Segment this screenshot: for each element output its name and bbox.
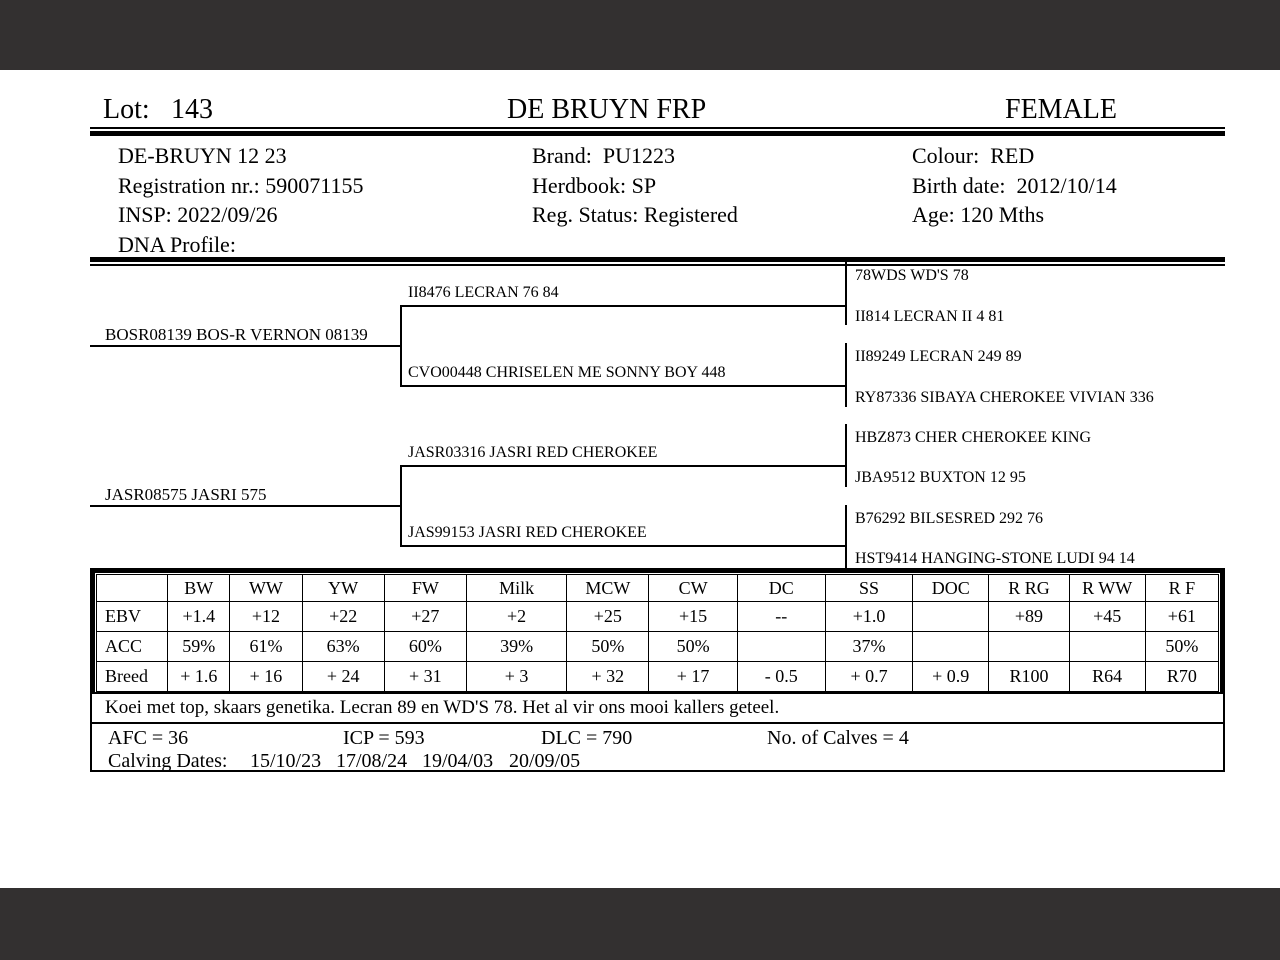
table-cell: + 17 bbox=[649, 662, 737, 692]
ebv-header-row bbox=[97, 575, 1219, 602]
table-cell: +1.4 bbox=[168, 602, 230, 632]
table-cell: +61 bbox=[1145, 602, 1218, 632]
age: Age: 120 Mths bbox=[912, 202, 1044, 228]
table-cell: 50% bbox=[1145, 632, 1218, 662]
table-cell bbox=[913, 602, 989, 632]
table-cell: + 31 bbox=[384, 662, 466, 692]
pedigree-dam-dam-dam: HST9414 HANGING-STONE LUDI 94 14 bbox=[855, 550, 1135, 567]
pedigree-line bbox=[400, 545, 847, 547]
info-column-2 bbox=[532, 141, 738, 230]
column-header: YW bbox=[302, 575, 384, 602]
row-label: EBV bbox=[97, 602, 168, 632]
table-cell: 37% bbox=[825, 632, 912, 662]
birth-date: Birth date: 2012/10/14 bbox=[912, 172, 1117, 198]
sex-label: FEMALE bbox=[1005, 94, 1117, 125]
table-cell bbox=[97, 575, 168, 602]
table-cell: +1.0 bbox=[825, 602, 912, 632]
column-header: DOC bbox=[913, 575, 989, 602]
pedigree-line bbox=[845, 424, 847, 487]
table-cell: R100 bbox=[989, 662, 1069, 692]
lot-label: Lot: bbox=[103, 94, 150, 125]
row-label: ACC bbox=[97, 632, 168, 662]
table-cell: R70 bbox=[1145, 662, 1218, 692]
pedigree-line bbox=[845, 505, 847, 568]
ebv-table bbox=[90, 568, 1225, 698]
dna-profile: DNA Profile: bbox=[118, 232, 236, 258]
pedigree-line bbox=[400, 465, 402, 547]
reg-status: Reg. Status: Registered bbox=[532, 202, 738, 228]
table-cell: + 16 bbox=[230, 662, 302, 692]
column-header: BW bbox=[168, 575, 230, 602]
icp-value: ICP = 593 bbox=[343, 727, 425, 749]
table-cell: + 0.9 bbox=[913, 662, 989, 692]
column-header: CW bbox=[649, 575, 737, 602]
table-cell: + 3 bbox=[466, 662, 566, 692]
pedigree-line bbox=[400, 385, 847, 387]
row-label: Breed bbox=[97, 662, 168, 692]
inspection-date: INSP: 2022/09/26 bbox=[118, 202, 278, 228]
pedigree-dam-sire: JASR03316 JASRI RED CHEROKEE bbox=[408, 444, 658, 461]
table-cell: 63% bbox=[302, 632, 384, 662]
calving-date: 20/09/05 bbox=[509, 750, 581, 772]
pedigree-sire-dam-sire: II89249 LECRAN 249 89 bbox=[855, 348, 1022, 365]
notes-box bbox=[90, 692, 1225, 772]
table-cell bbox=[1069, 632, 1145, 662]
table-cell: + 0.7 bbox=[825, 662, 912, 692]
calving-date: 15/10/23 bbox=[250, 750, 322, 772]
column-header: DC bbox=[737, 575, 825, 602]
info-column-3 bbox=[912, 141, 1117, 230]
column-header: Milk bbox=[466, 575, 566, 602]
table-cell: +25 bbox=[567, 602, 649, 632]
table-cell bbox=[989, 632, 1069, 662]
bottom-bar bbox=[0, 888, 1280, 960]
table-cell: + 32 bbox=[567, 662, 649, 692]
pedigree-sire-sire-dam: II814 LECRAN II 4 81 bbox=[855, 308, 1005, 325]
table-cell: - 0.5 bbox=[737, 662, 825, 692]
pedigree-line bbox=[845, 262, 847, 325]
column-header: R WW bbox=[1069, 575, 1145, 602]
pedigree-sire-dam: CVO00448 CHRISELEN ME SONNY BOY 448 bbox=[408, 364, 726, 381]
animal-name: DE-BRUYN 12 23 bbox=[118, 143, 287, 168]
table-cell: +12 bbox=[230, 602, 302, 632]
calves-count: No. of Calves = 4 bbox=[767, 727, 909, 749]
registration-number: Registration nr.: 590071155 bbox=[118, 172, 364, 198]
table-cell: +2 bbox=[466, 602, 566, 632]
acc-row bbox=[97, 632, 1219, 662]
table-cell: -- bbox=[737, 602, 825, 632]
calving-date: 17/08/24 bbox=[336, 750, 408, 772]
brand: Brand: PU1223 bbox=[532, 143, 675, 168]
table-cell: +15 bbox=[649, 602, 737, 632]
divider-line-thick bbox=[90, 257, 1225, 262]
column-header: R RG bbox=[989, 575, 1069, 602]
column-header: R F bbox=[1145, 575, 1218, 602]
page-title: DE BRUYN FRP bbox=[507, 94, 707, 125]
table-cell: +45 bbox=[1069, 602, 1145, 632]
table-cell: +22 bbox=[302, 602, 384, 632]
notes-text: Koei met top, skaars genetika. Lecran 89 en WD'S 78. Het al vir ons mooi kallers geteel. bbox=[92, 694, 1223, 724]
table-cell bbox=[737, 632, 825, 662]
table-cell: 59% bbox=[168, 632, 230, 662]
table-cell: 50% bbox=[649, 632, 737, 662]
pedigree-dam-sire-dam: JBA9512 BUXTON 12 95 bbox=[855, 469, 1026, 486]
calving-date: 19/04/03 bbox=[422, 750, 494, 772]
table-cell: +89 bbox=[989, 602, 1069, 632]
table-cell bbox=[913, 632, 989, 662]
table-cell: + 24 bbox=[302, 662, 384, 692]
table-cell: 50% bbox=[567, 632, 649, 662]
ebv-row bbox=[97, 602, 1219, 632]
pedigree-dam: JASR08575 JASRI 575 bbox=[105, 485, 267, 504]
divider-line-thick bbox=[90, 131, 1225, 136]
table-cell: + 1.6 bbox=[168, 662, 230, 692]
pedigree-line bbox=[845, 343, 847, 407]
pedigree-sire-sire: II8476 LECRAN 76 84 bbox=[408, 284, 559, 301]
breed-row bbox=[97, 662, 1219, 692]
pedigree-line bbox=[400, 305, 402, 387]
pedigree-line bbox=[400, 465, 847, 467]
table-cell: 60% bbox=[384, 632, 466, 662]
table-cell: 61% bbox=[230, 632, 302, 662]
pedigree-sire-sire-sire: 78WDS WD'S 78 bbox=[855, 267, 969, 284]
top-bar bbox=[0, 0, 1280, 70]
table-cell: +27 bbox=[384, 602, 466, 632]
info-column-1 bbox=[118, 141, 363, 260]
calving-dates-label: Calving Dates: bbox=[108, 750, 228, 772]
pedigree-sire: BOSR08139 BOS-R VERNON 08139 bbox=[105, 325, 368, 344]
pedigree-dam-sire-sire: HBZ873 CHER CHEROKEE KING bbox=[855, 429, 1091, 446]
colour: Colour: RED bbox=[912, 143, 1035, 168]
dlc-value: DLC = 790 bbox=[541, 727, 633, 749]
column-header: WW bbox=[230, 575, 302, 602]
lot-number: 143 bbox=[171, 94, 213, 125]
table-cell: R64 bbox=[1069, 662, 1145, 692]
pedigree-line bbox=[90, 505, 402, 507]
column-header: MCW bbox=[567, 575, 649, 602]
column-header: SS bbox=[825, 575, 912, 602]
pedigree-line bbox=[90, 345, 402, 347]
pedigree-sire-dam-dam: RY87336 SIBAYA CHEROKEE VIVIAN 336 bbox=[855, 389, 1154, 406]
herdbook: Herdbook: SP bbox=[532, 172, 657, 198]
pedigree-dam-dam-sire: B76292 BILSESRED 292 76 bbox=[855, 510, 1044, 527]
pedigree-line bbox=[400, 305, 847, 307]
divider-line-thin bbox=[90, 264, 1225, 266]
column-header: FW bbox=[384, 575, 466, 602]
afc-value: AFC = 36 bbox=[108, 727, 189, 749]
reproduction-stats bbox=[92, 724, 1223, 770]
pedigree-dam-dam: JAS99153 JASRI RED CHEROKEE bbox=[408, 524, 647, 541]
divider-line-thin bbox=[90, 127, 1225, 129]
table-cell: 39% bbox=[466, 632, 566, 662]
